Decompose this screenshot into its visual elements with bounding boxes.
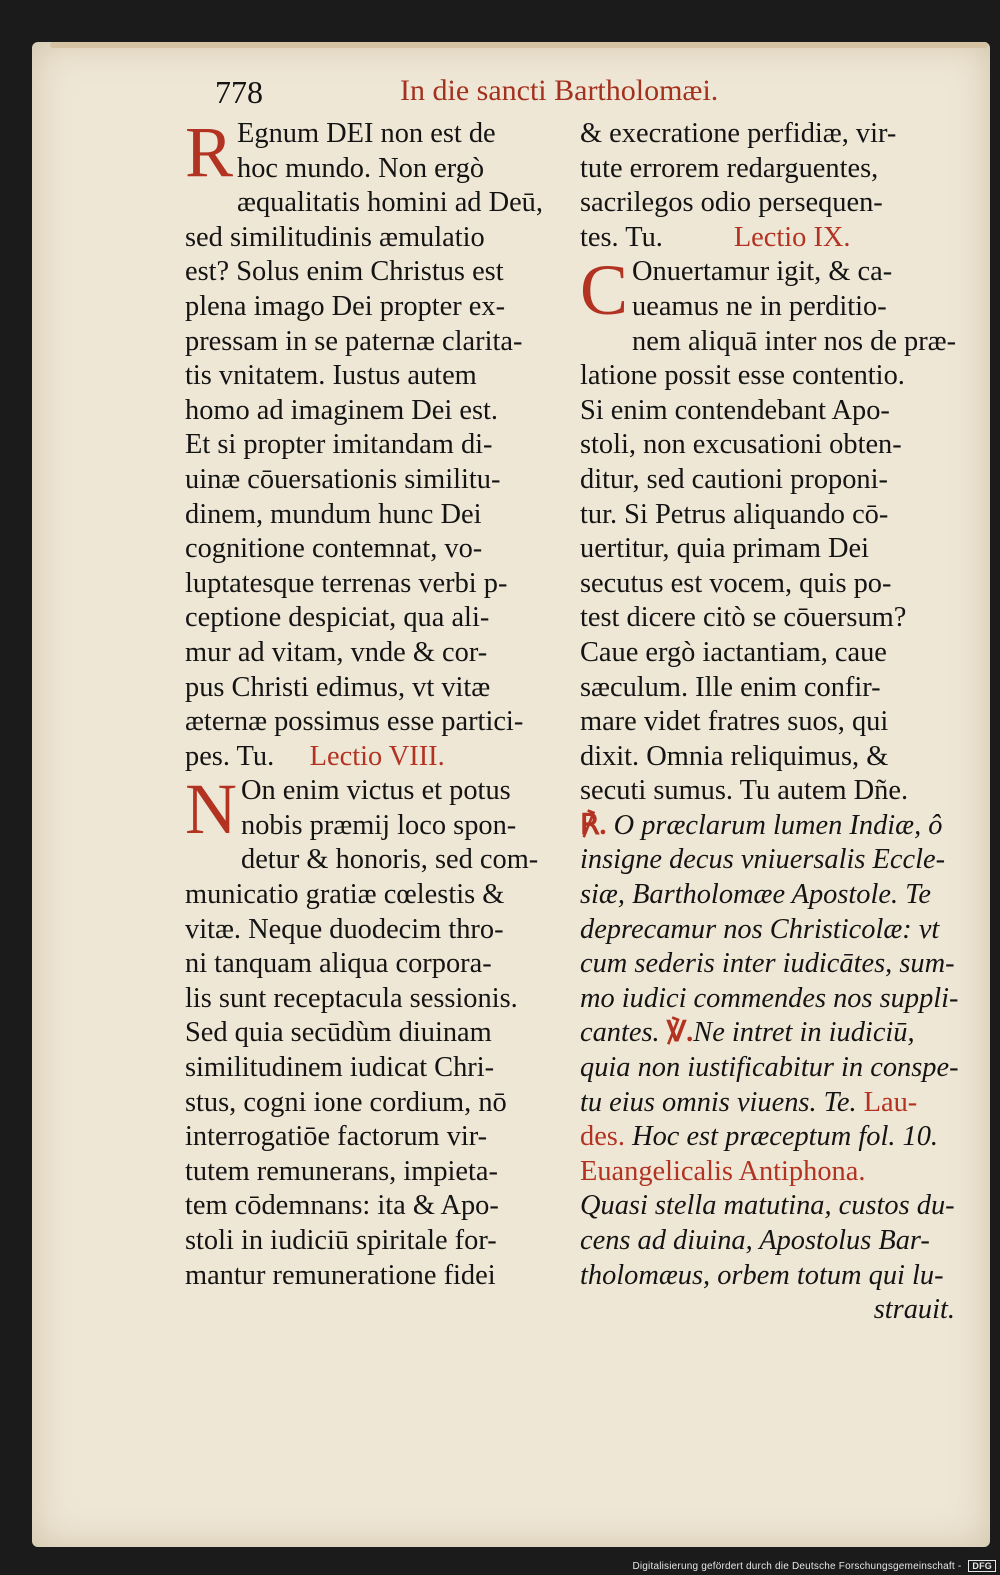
drop-initial-n: N bbox=[185, 769, 237, 850]
text-line: interrogatiōe factorum vir- bbox=[185, 1121, 488, 1153]
text-line: secutus est vocem, quis po- bbox=[580, 567, 892, 599]
text-line: pus Christi edimus, vt vitæ bbox=[185, 671, 491, 703]
versicle-line: quia non iustificabitur in conspe- bbox=[580, 1052, 959, 1084]
responsory-line: mo iudici commendes nos suppli- bbox=[580, 982, 959, 1014]
text-line: latione possit esse contentio. bbox=[580, 360, 905, 392]
text-line: Et si propter imitandam di- bbox=[185, 429, 493, 461]
text-line: lis sunt receptacula sessionis. bbox=[185, 982, 518, 1014]
page-number: 778 bbox=[215, 74, 263, 110]
versicle-end: tu eius omnis viuens. Te. bbox=[580, 1086, 857, 1118]
versicle-mark: ℣. bbox=[666, 1017, 694, 1049]
text-line: mantur remuneratione fidei bbox=[185, 1259, 496, 1291]
drop-initial-r: R bbox=[185, 112, 234, 192]
responsory-line: siæ, Bartholomæe Apostole. Te bbox=[580, 879, 931, 911]
text-line: similitudinem iudicat Chri- bbox=[185, 1052, 495, 1084]
responsory-line bbox=[580, 809, 955, 844]
text-line: ueamus ne in perditio- bbox=[632, 290, 887, 322]
antiphona-heading: Euangelicalis Antiphona. bbox=[580, 1155, 866, 1187]
text-line: æternæ possimus esse partici- bbox=[185, 706, 524, 738]
text-line: uinæ cōuersationis similitu- bbox=[185, 463, 501, 495]
page-top-edge bbox=[50, 42, 988, 48]
text-line: plena imago Dei propter ex- bbox=[185, 290, 506, 322]
text-line: Si enim contendebant Apo- bbox=[580, 394, 890, 426]
text-line: stus, cogni ione cordium, nō bbox=[185, 1086, 507, 1118]
versicle-line bbox=[580, 1016, 955, 1051]
text-line: Onuertamur igit, & ca- bbox=[632, 256, 893, 288]
lectio-ix-heading: Lectio IX. bbox=[733, 221, 851, 253]
text-line: uertitur, quia primam Dei bbox=[580, 533, 869, 565]
lectio-heading-line bbox=[185, 740, 555, 775]
dfg-logo: DFG bbox=[968, 1560, 996, 1572]
lectio-prefix: pes. Tu. bbox=[185, 740, 275, 772]
text-line: & execratione perfidiæ, vir- bbox=[580, 118, 897, 149]
text-line: est? Solus enim Christus est bbox=[185, 256, 504, 288]
text-line: homo ad imaginem Dei est. bbox=[185, 394, 499, 426]
text-line: ditur, sed cautioni proponi- bbox=[580, 463, 888, 495]
antiphona-line: cens ad diuina, Apostolus Bar- bbox=[580, 1225, 930, 1256]
antiphona-line: Quasi stella matutina, custos du- bbox=[580, 1190, 955, 1222]
text-line: dinem, mundum hunc Dei bbox=[185, 498, 482, 530]
credit-text: Digitalisierung gefördert durch die Deutsche Forschungsgemeinschaft - bbox=[632, 1561, 962, 1572]
antiphona-line: tholomæus, orbem totum qui lu- bbox=[580, 1259, 944, 1291]
responsory-mark: ℟. bbox=[580, 809, 607, 841]
responsory-line: insigne decus vniuersalis Eccle- bbox=[580, 844, 946, 876]
laudes-heading-part2: des. bbox=[580, 1121, 625, 1153]
text-line: æqualitatis homini ad Deū, bbox=[237, 187, 543, 219]
text-line: tem cōdemnans: ita & Apo- bbox=[185, 1190, 499, 1222]
running-title: In die sancti Bartholomæi. bbox=[400, 74, 719, 107]
page-header bbox=[215, 74, 955, 114]
text-line: municatio gratiæ cœlestis & bbox=[185, 879, 505, 911]
responsory-line: deprecamur nos Christicolæ: vt bbox=[580, 913, 940, 945]
lectio-prefix: tes. Tu. bbox=[580, 221, 663, 253]
antiphona-line: strauit. bbox=[873, 1294, 955, 1326]
laudes-reference: Hoc est præceptum fol. 10. bbox=[632, 1121, 939, 1153]
text-line: tute errorem redarguentes, bbox=[580, 152, 879, 184]
text-line: ni tanquam aliqua corpora- bbox=[185, 948, 492, 980]
text-line: detur & honoris, sed com- bbox=[241, 844, 539, 876]
lectio-heading-line bbox=[580, 221, 955, 256]
versicle-line bbox=[580, 1086, 955, 1121]
text-line: Egnum DEI non est de bbox=[237, 118, 496, 149]
responsory-line: cum sederis inter iudicātes, sum- bbox=[580, 948, 955, 980]
laudes-heading-part1: Lau- bbox=[863, 1086, 918, 1118]
drop-initial-c: C bbox=[580, 250, 629, 331]
text-line: vitæ. Neque duodecim thro- bbox=[185, 913, 504, 945]
text-line: tur. Si Petrus aliquando cō- bbox=[580, 498, 889, 530]
versicle-text: Ne intret in iudiciū, bbox=[693, 1017, 915, 1049]
text-line: nobis præmij loco spon- bbox=[241, 809, 517, 841]
laudes-line bbox=[580, 1120, 955, 1155]
text-line: luptatesque terrenas verbi p- bbox=[185, 567, 508, 599]
text-line: test dicere citò se cōuersum? bbox=[580, 602, 907, 634]
text-line: dixit. Omnia reliquimus, & bbox=[580, 740, 889, 772]
text-line: sed similitudinis æmulatio bbox=[185, 221, 485, 253]
text-line: ceptione despiciat, qua ali- bbox=[185, 602, 490, 634]
text-line: mare videt fratres suos, qui bbox=[580, 706, 889, 738]
text-line: stoli, non excusationi obten- bbox=[580, 429, 902, 461]
text-line: cognitione contemnat, vo- bbox=[185, 533, 483, 565]
text-line: tis vnitatem. Iustus autem bbox=[185, 360, 477, 392]
text-line: mur ad vitam, vnde & cor- bbox=[185, 636, 488, 668]
lectio-viii-heading: Lectio VIII. bbox=[309, 740, 445, 772]
responsory-text: O præclarum lumen Indiæ, ô bbox=[613, 809, 943, 841]
left-column bbox=[185, 112, 555, 1293]
text-line: Sed quia secūdùm diuinam bbox=[185, 1017, 492, 1049]
text-line: sæculum. Ille enim confir- bbox=[580, 671, 881, 703]
text-line: On enim victus et potus bbox=[241, 775, 511, 807]
text-line: tutem remunerans, impieta- bbox=[185, 1155, 498, 1187]
text-line: Caue ergò iactantiam, caue bbox=[580, 636, 887, 668]
text-line: hoc mundo. Non ergò bbox=[237, 152, 485, 184]
digitization-credit bbox=[632, 1560, 996, 1572]
right-column bbox=[580, 117, 959, 1328]
text-line: secuti sumus. Tu autem Dñe. bbox=[580, 775, 909, 807]
text-line: pressam in se paternæ clarita- bbox=[185, 325, 523, 357]
text-line: sacrilegos odio persequen- bbox=[580, 187, 883, 219]
text-line: nem aliquā inter nos de præ- bbox=[632, 325, 957, 357]
responsory-end: cantes. bbox=[580, 1017, 660, 1049]
text-line: stoli in iudiciū spiritale for- bbox=[185, 1225, 497, 1256]
